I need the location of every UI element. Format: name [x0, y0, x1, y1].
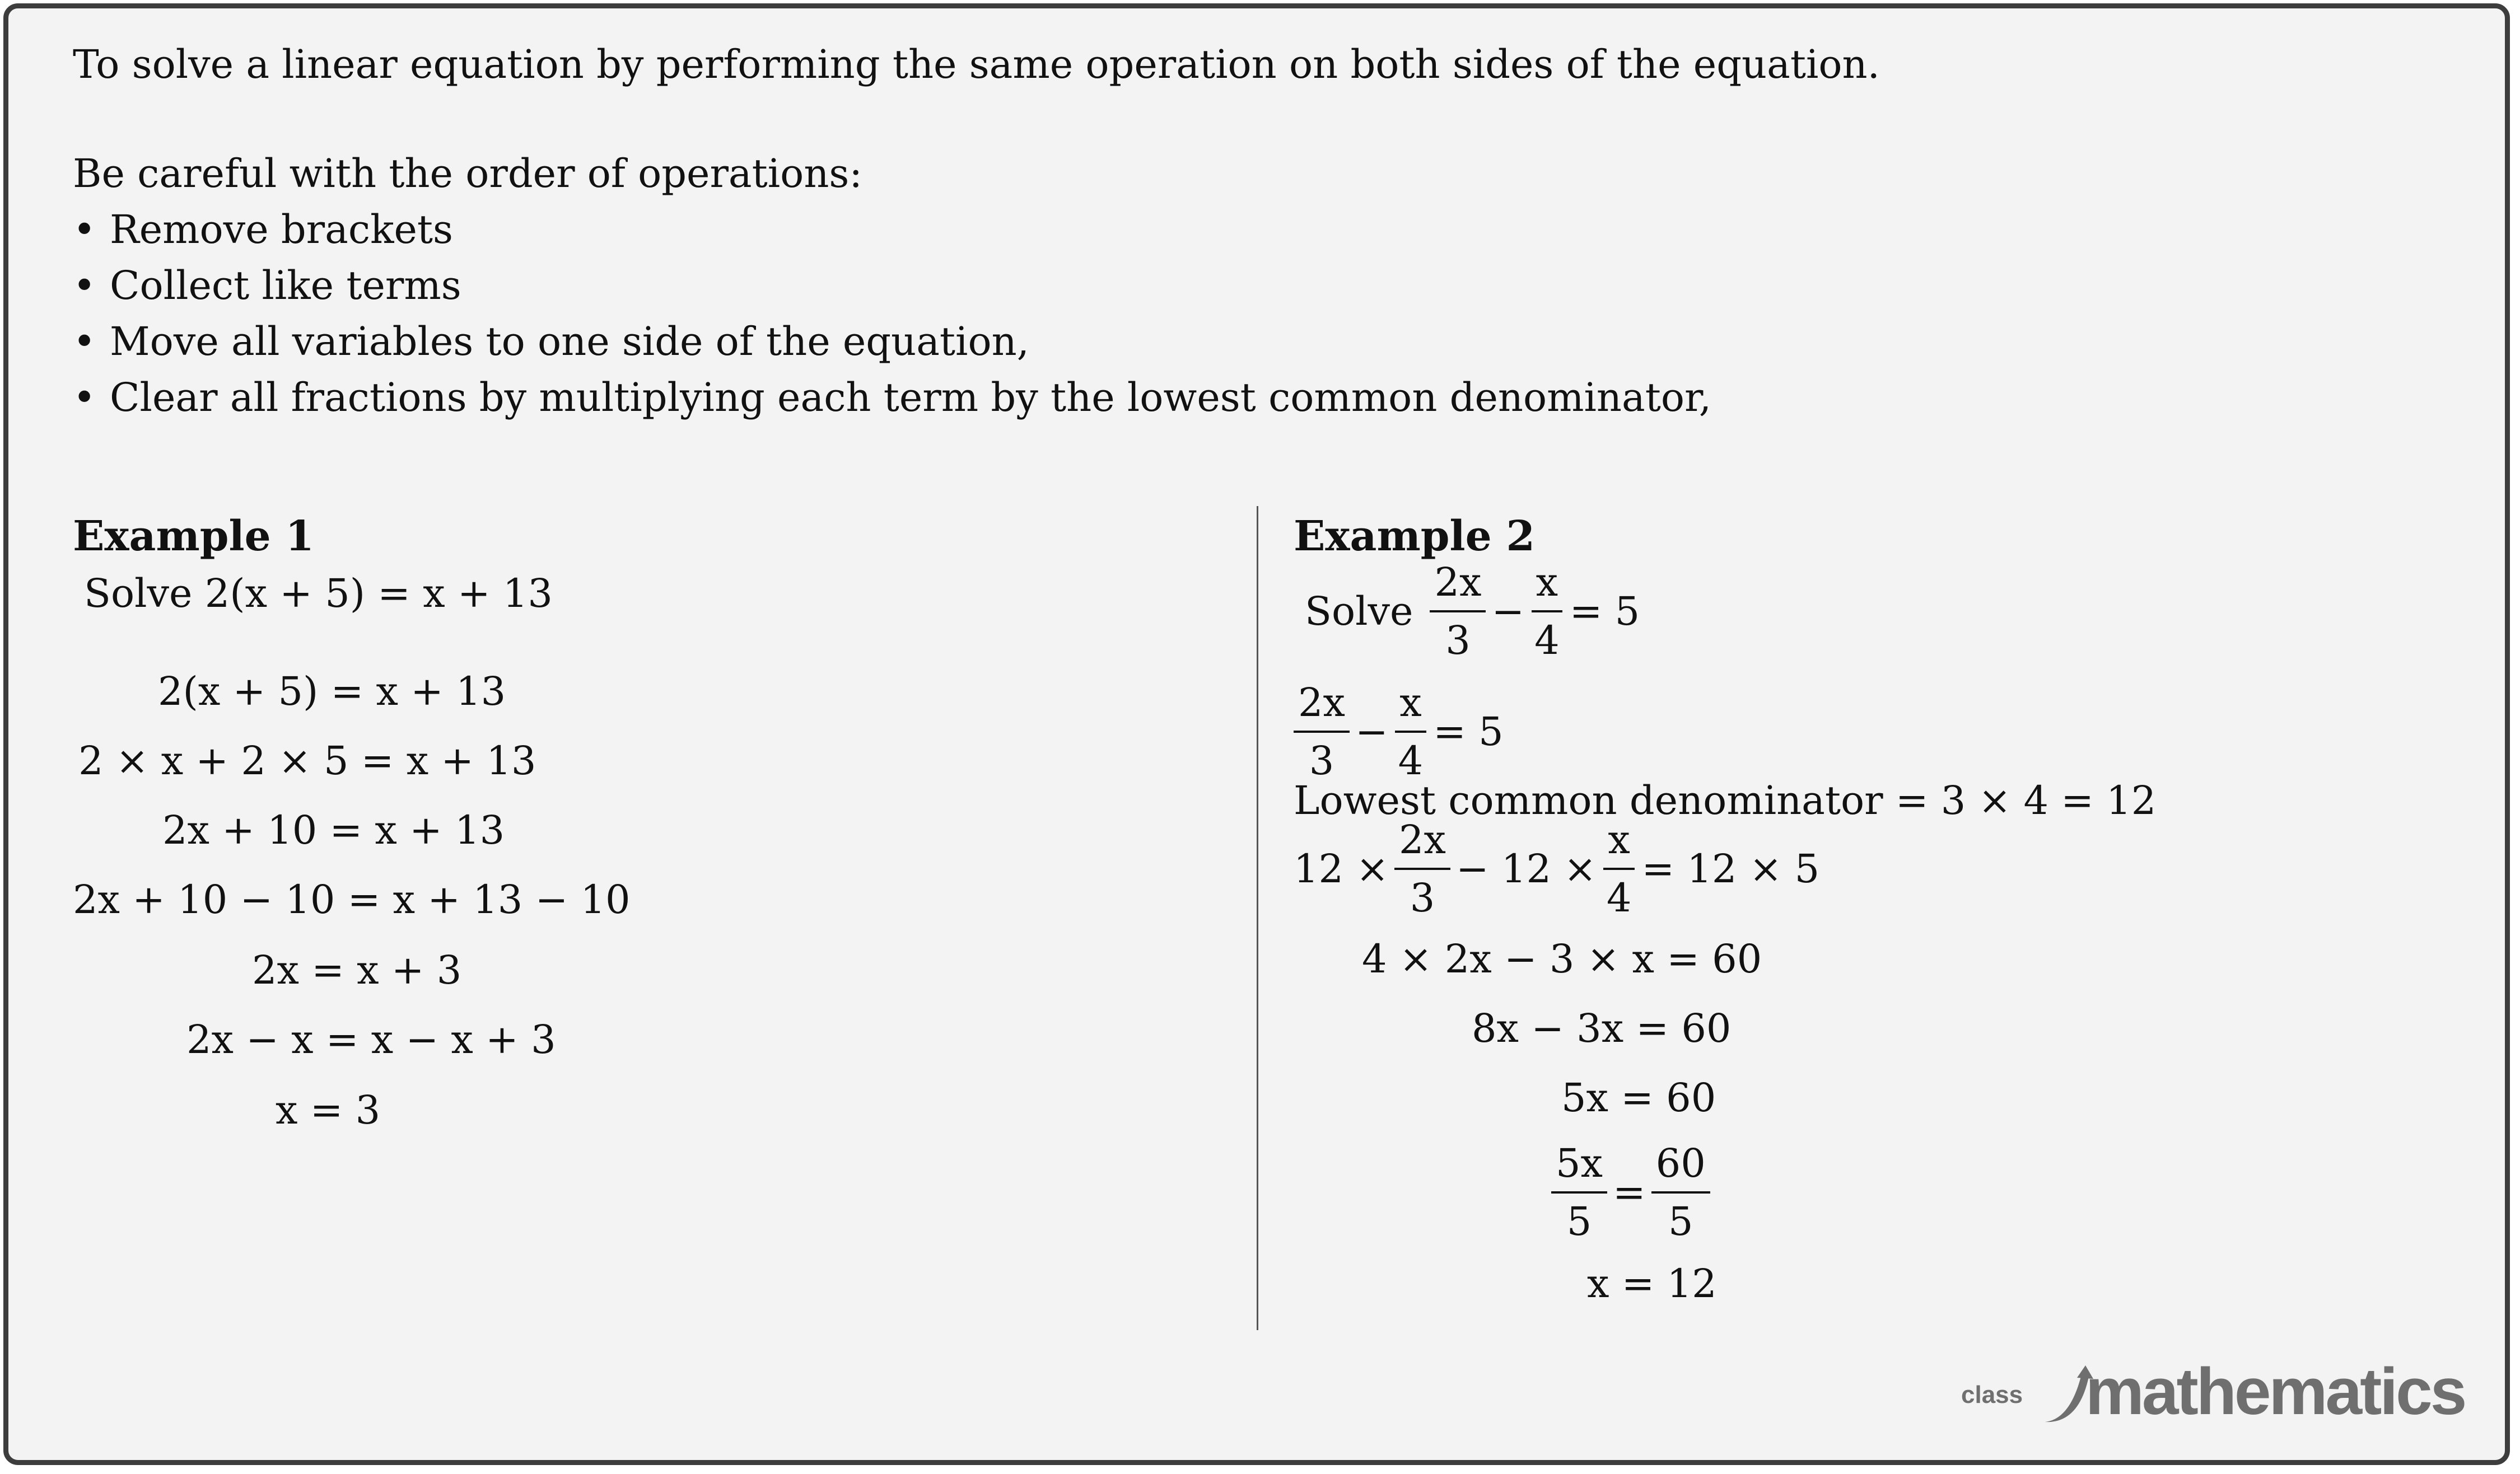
numerator: x — [1532, 554, 1562, 612]
example-2-step: 5x = 60 — [1561, 1075, 1716, 1121]
example-2-step: 4 × 2x − 3 × x = 60 — [1362, 936, 1762, 982]
denominator: 4 — [1534, 617, 1560, 663]
example-2-heading: Example 2 — [1294, 512, 1535, 560]
denominator: 3 — [1445, 617, 1471, 663]
equals-five: = 5 — [1569, 588, 1640, 634]
numerator: 2x — [1430, 554, 1486, 612]
fraction-5x-over-5 — [1551, 1135, 1607, 1250]
denominator: 5 — [1566, 1199, 1592, 1244]
logo-small-text: class — [1961, 1381, 2023, 1409]
bullet-item — [73, 258, 461, 313]
fraction-2x-over-3 — [1294, 675, 1350, 789]
example-2-answer: x = 12 — [1587, 1261, 1717, 1307]
multiply-12: 12 × — [1294, 846, 1389, 892]
minus-sign: − — [1355, 709, 1388, 755]
bullet-item — [73, 202, 453, 258]
bullet-icon: • — [73, 319, 96, 364]
example-1-step: 2x + 10 − 10 = x + 13 − 10 — [73, 877, 631, 923]
numerator: x — [1603, 812, 1634, 870]
equals-five: = 5 — [1433, 709, 1504, 755]
fraction-x-over-4 — [1602, 812, 1636, 926]
denominator: 3 — [1309, 738, 1334, 784]
denominator: 5 — [1668, 1199, 1693, 1244]
example-1-step: 2(x + 5) = x + 13 — [158, 668, 506, 714]
numerator: 60 — [1651, 1135, 1710, 1194]
denominator: 4 — [1606, 875, 1632, 921]
example-1-answer: x = 3 — [276, 1087, 381, 1133]
example-1-step: 2x − x = x − x + 3 — [186, 1017, 556, 1063]
minus-12-times: − 12 × — [1456, 846, 1597, 892]
example-1-step: 2x + 10 = x + 13 — [162, 807, 505, 853]
example-1-step: 2x = x + 3 — [252, 947, 462, 993]
class-mathematics-logo — [1961, 1352, 2465, 1436]
equals-sign: = — [1613, 1169, 1646, 1215]
bullet-icon: • — [73, 263, 96, 308]
bullet-text: Move all variables to one side of the equation, — [110, 319, 1029, 364]
example-2-step — [1294, 675, 1504, 789]
example-1-problem — [84, 568, 553, 619]
problem-label: Solve — [84, 570, 193, 616]
fraction-60-over-5 — [1651, 1135, 1710, 1250]
lcd-line: Lowest common denominator = 3 × 4 = 12 — [1294, 778, 2157, 823]
problem-label: Solve — [1305, 588, 1413, 634]
bullet-item — [73, 369, 1711, 425]
bullet-item — [73, 313, 1029, 369]
example-2-step — [1294, 812, 1819, 926]
minus-sign: − — [1491, 588, 1525, 634]
denominator: 3 — [1410, 875, 1435, 921]
fraction-x-over-4 — [1530, 554, 1564, 668]
bullet-icon: • — [73, 375, 96, 420]
column-divider — [1257, 506, 1258, 1330]
fraction-2x-over-3 — [1394, 812, 1450, 926]
bullet-text: Clear all fractions by multiplying each term by the lowest common denominator, — [110, 375, 1711, 420]
bullet-text: Remove brackets — [110, 207, 453, 252]
example-1-step: 2 × x + 2 × 5 = x + 13 — [78, 738, 536, 784]
intro-line-1: To solve a linear equation by performing the same operation on both sides of the equation. — [73, 41, 1880, 87]
example-1-heading: Example 1 — [73, 512, 314, 560]
fraction-x-over-4 — [1394, 675, 1428, 789]
problem-equation: 2(x + 5) = x + 13 — [204, 570, 553, 616]
example-2-problem — [1305, 554, 1640, 668]
logo-big-text: mathematics — [2085, 1355, 2465, 1429]
example-2-step: 8x − 3x = 60 — [1472, 1005, 1732, 1051]
bullet-text: Collect like terms — [110, 263, 461, 308]
numerator: x — [1395, 675, 1426, 733]
intro-line-2: Be careful with the order of operations: — [73, 151, 862, 196]
bullet-icon: • — [73, 207, 96, 252]
denominator: 4 — [1398, 738, 1424, 784]
equals-12-times-5: = 12 × 5 — [1641, 846, 1820, 892]
fraction-2x-over-3 — [1430, 554, 1486, 668]
numerator: 5x — [1551, 1135, 1607, 1194]
numerator: 2x — [1394, 812, 1450, 870]
numerator: 2x — [1294, 675, 1350, 733]
example-2-step — [1551, 1135, 1716, 1250]
